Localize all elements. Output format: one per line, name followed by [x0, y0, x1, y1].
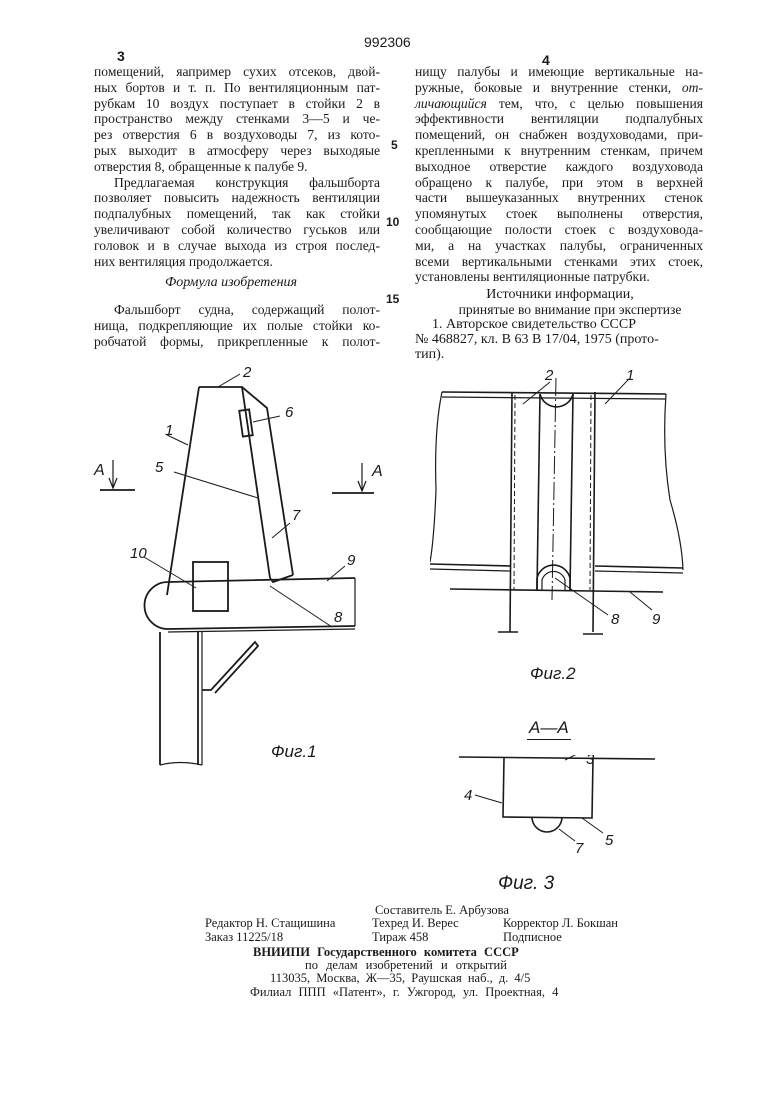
text-line: всеми вертикальными стенками этих стоек, — [415, 253, 703, 269]
line-number-5: 5 — [391, 138, 398, 152]
footer-editor: Редактор Н. Стащишина — [205, 916, 336, 930]
section-mark-right: А — [372, 463, 383, 480]
panel-line-3 — [459, 757, 655, 759]
footer-org-line-2: по делам изобретений и открытий — [305, 958, 507, 972]
fig2-label-2: 2 — [545, 370, 554, 384]
text-line: рубкам 10 воздух поступает в стойки 2 в — [94, 95, 380, 111]
bracket — [202, 642, 258, 693]
duct-section-7 — [532, 817, 562, 832]
text-line: подпалубных помещений, так как стойки — [94, 206, 380, 222]
line-number-15: 15 — [386, 292, 400, 306]
text-line: Предлагаемая конструкция фальшборта — [114, 174, 380, 190]
deck-line-9 — [450, 589, 663, 592]
text-line: отверстия 8, обращенные к палубе 9. — [94, 158, 308, 174]
fig3-caption: Фиг. 3 — [498, 873, 555, 894]
fig1-label-10: 10 — [130, 545, 147, 562]
fig1-label-6: 6 — [285, 404, 294, 421]
vent-pipe-10 — [193, 562, 228, 611]
left-column-number: 3 — [117, 48, 125, 64]
figure-2-drawing — [430, 370, 740, 650]
source-1-line-3: тип). — [415, 347, 445, 362]
figure-1-drawing — [80, 360, 410, 780]
right-column-text — [415, 64, 703, 285]
text-line: пространство между стенками 3—5 и че- — [94, 111, 380, 127]
paragraph-1 — [94, 64, 380, 175]
source-1-line-1: 1. Авторское свидетельство СССР — [432, 317, 636, 332]
fig1-label-1: 1 — [165, 422, 174, 439]
text-line: увеличивают собой количество гуськов или — [94, 221, 380, 237]
text-line: нища, подкрепляющие их полые стойки ко- — [94, 317, 380, 333]
italic-fragment: от- — [681, 79, 703, 95]
fig1-caption: Фиг.1 — [271, 742, 317, 761]
footer-corrector: Корректор Л. Бокшан — [503, 916, 618, 930]
text-line: части вышеуказанных внутренних стенок — [415, 190, 703, 206]
text-line: эффективности вентиляции подпалубных — [415, 111, 703, 127]
fig2-label-8: 8 — [611, 611, 620, 628]
text-line: ных бортов и т. п. По вентиляционным пат- — [94, 79, 380, 95]
fig2-label-9: 9 — [652, 611, 661, 628]
text-line: сообщающие полости стоек с воздуховода- — [415, 221, 703, 237]
formula-heading: Формула изобретения — [165, 275, 298, 290]
footer-subscription: Подписное — [503, 930, 562, 944]
text-line: личающийся тем, что, с целью повышения — [415, 95, 703, 111]
text-line: крепленными к внутренним стенкам, причем — [415, 142, 703, 158]
text-line: них вентиляция продолжается. — [94, 253, 273, 269]
claim-start-text — [94, 302, 380, 349]
footer-circulation: Тираж 458 — [372, 930, 429, 944]
text-line: помещений, яапример сухих отсеков, двой- — [94, 64, 380, 79]
text-line: Фальшборт судна, содержащий полот- — [114, 302, 380, 317]
text-line: рых выходит в атмосферу через выходяые — [94, 142, 380, 158]
footer-compiler: Составитель Е. Арбузова — [375, 903, 509, 917]
source-1-line-2: № 468827, кл. В 63 В 17/04, 1975 (прото- — [415, 332, 659, 347]
fig1-label-9: 9 — [347, 552, 356, 569]
text-line: помещений, он снабжен воздуховодами, при- — [415, 127, 703, 143]
fig3-label-7: 7 — [575, 840, 584, 857]
section-mark-left: А — [94, 462, 105, 479]
left-column-text — [94, 64, 380, 269]
fig3-label-4: 4 — [464, 787, 473, 804]
text-line: установлены вентиляционные патрубки. — [415, 269, 650, 285]
fig1-label-7: 7 — [292, 507, 301, 524]
text-line: обращено к палубе, при этом в верхней — [415, 174, 703, 190]
text-line: рез отверстия 6 в воздуховоды 7, из кото- — [94, 127, 380, 143]
footer-org-line-3: 113035, Москва, Ж—35, Раушская наб., д. 4/5 — [270, 971, 531, 985]
paragraph-2 — [94, 175, 380, 270]
footer-org-line-1-text: ВНИИПИ Государственного комитета СССР — [253, 945, 519, 959]
text-line: выходное отверстие каждого воздуховода — [415, 158, 703, 174]
stanchion-section — [503, 758, 593, 818]
sources-subheading: принятые во внимание при экспертизе — [458, 302, 682, 317]
outer-wall-1 — [167, 387, 199, 595]
line-number-10: 10 — [386, 215, 400, 229]
fig2-caption: Фиг.2 — [530, 664, 576, 683]
fig2-label-1: 1 — [626, 370, 635, 384]
footer-techred: Техред И. Верес — [372, 916, 459, 930]
text-line: упомянутых стоек выполнены отверстия, — [415, 206, 703, 222]
section-title: А—А — [527, 718, 571, 740]
inner-wall-5 — [242, 387, 270, 578]
duct-top-semicircle — [540, 394, 573, 407]
italic-fragment: личающийся — [415, 95, 487, 111]
text-line: ми, а на участках палубы, ограниченных — [415, 237, 703, 253]
fig3-label-3: 3 — [586, 755, 595, 768]
text-line: головок и в случае выхода из строя послед- — [94, 237, 380, 253]
footer-order: Заказ 11225/18 — [205, 930, 284, 944]
patent-number: 992306 — [364, 34, 411, 50]
footer-branch: Филиал ППП «Патент», г. Ужгород, ул. Проектная, 4 — [250, 985, 559, 999]
fig1-label-8: 8 — [334, 609, 343, 626]
text-line: робчатой формы, прикрепленные к полот- — [94, 333, 380, 349]
text-line: ружные, боковые и внутренние стенки, от- — [415, 79, 703, 95]
fig1-label-5: 5 — [155, 459, 164, 476]
text-line: позволяет повысить надежность вентиляции — [94, 190, 380, 206]
fig3-label-5: 5 — [605, 832, 614, 849]
fig1-label-2: 2 — [243, 364, 252, 381]
figure-3-drawing — [455, 755, 655, 865]
sources-heading: Источники информации, — [486, 287, 634, 302]
text-line: нищу палубы и имеющие вертикальные на- — [415, 64, 703, 79]
right-column-number: 4 — [542, 52, 550, 68]
